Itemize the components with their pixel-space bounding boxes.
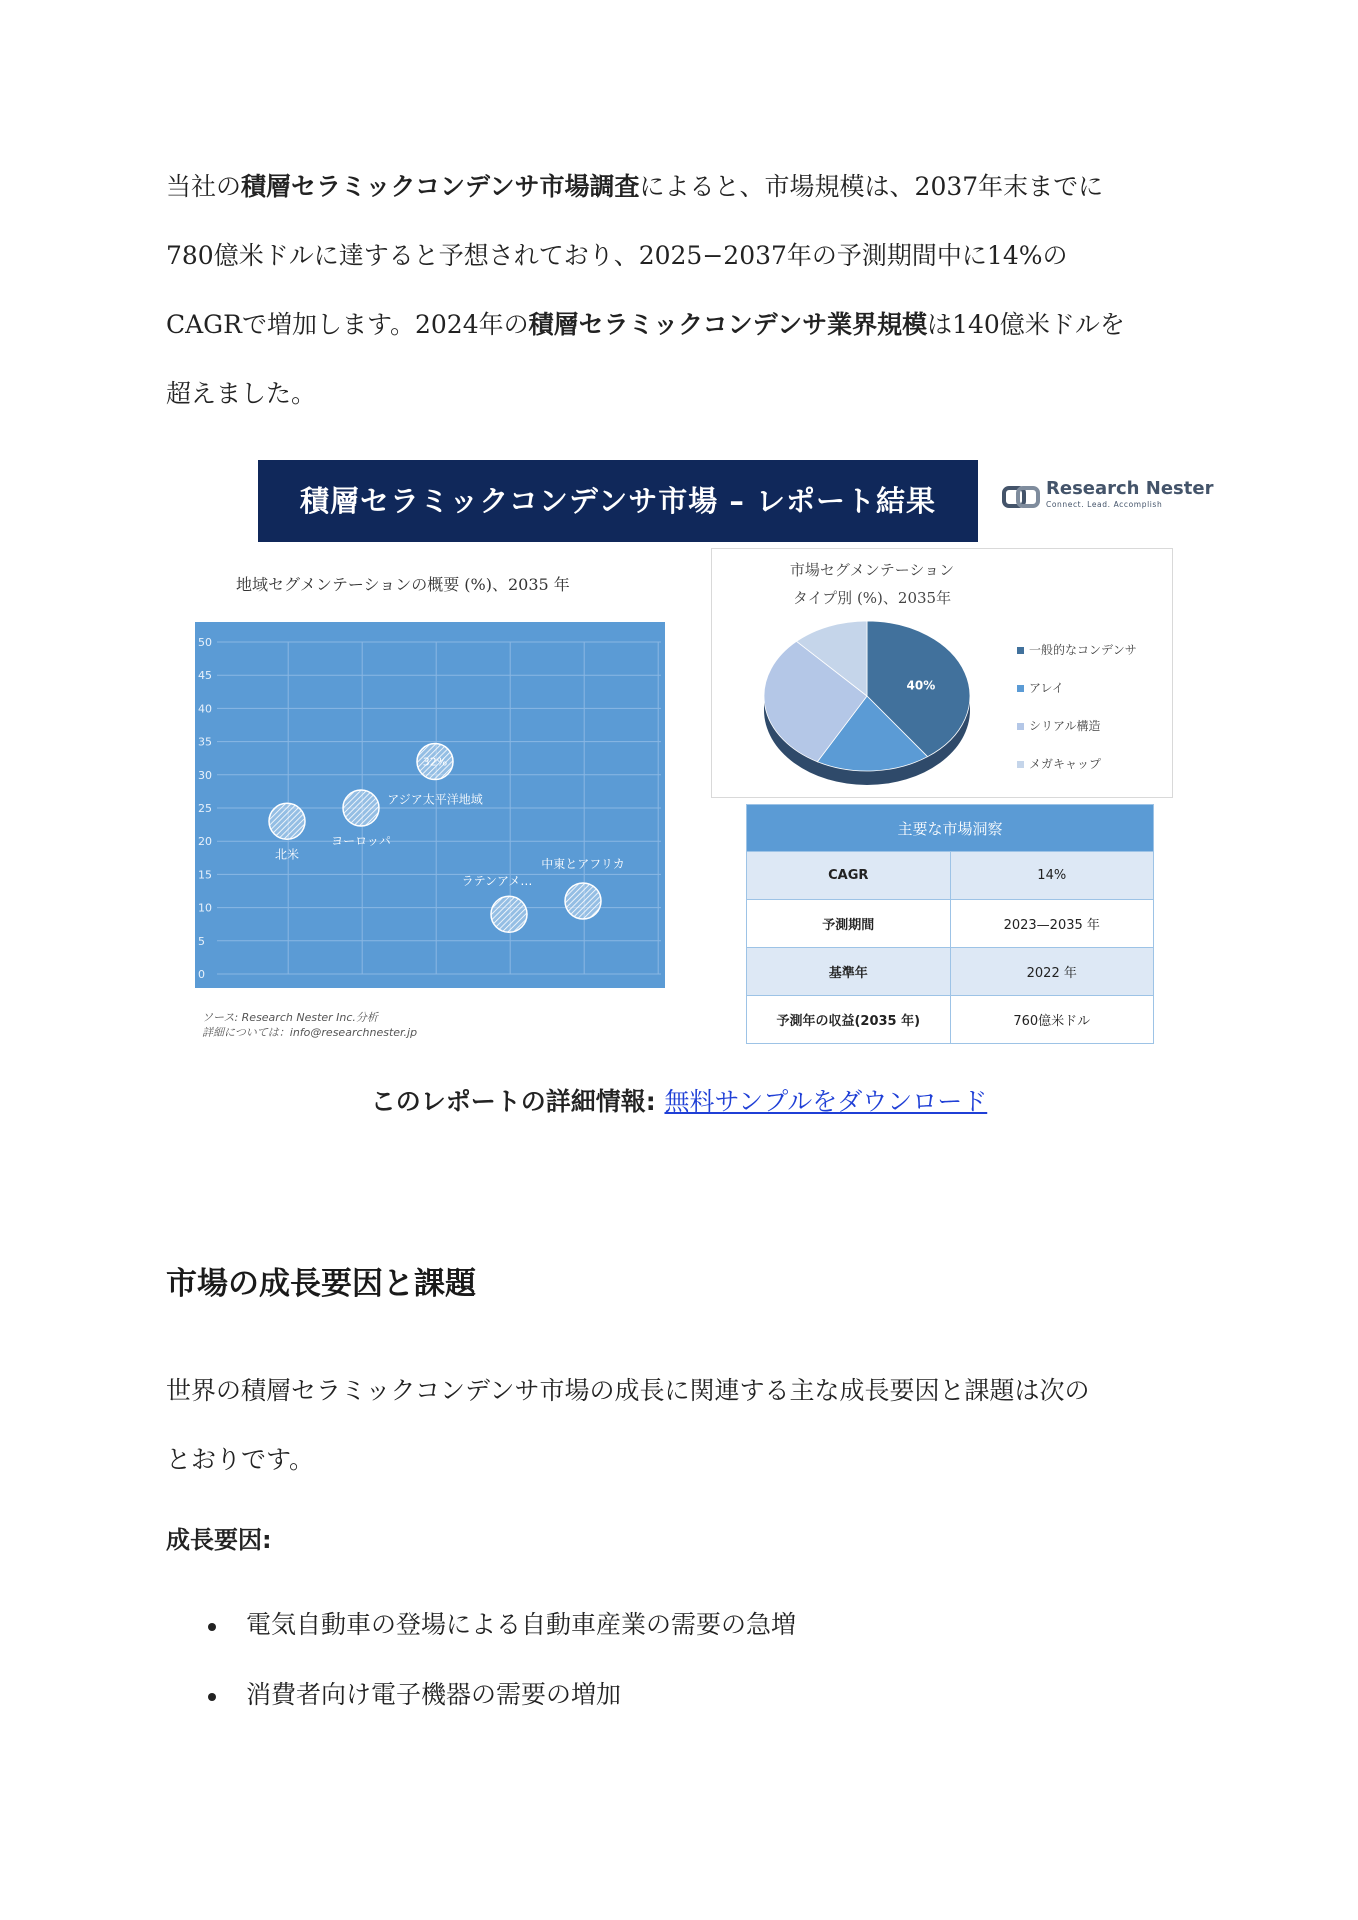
legend-item [1017,641,1137,658]
research-nester-logo [1002,478,1214,518]
legend-item [1017,717,1101,734]
y-tick-label: 40 [198,702,212,716]
legend-swatch [1017,723,1024,730]
row-label: 予測年の収益(2035 年) [747,996,951,1044]
bullet-dot [208,1693,216,1701]
pie-chart-subtitle: タイプ別 (%)、2035年 [792,589,952,607]
intro-line-4: 超えました。 [166,379,317,408]
legend-swatch [1017,761,1024,768]
pie-chart-title: 市場セグメンテーション [789,561,955,579]
row-value: 2022 年 [950,948,1154,996]
row-label: CAGR [747,852,951,900]
contact-line: 詳細については：info@researchnester.jp [202,1026,418,1039]
y-tick-label: 25 [198,802,212,815]
y-tick-label: 30 [198,768,212,782]
y-tick-label: 35 [198,735,212,749]
bubble-point [491,896,527,932]
bullet-item: 電気自動車の登場による自動車産業の需要の急増 [246,1610,797,1639]
legend-label: アレイ [1029,681,1064,695]
growth-factors-heading: 成長要因: [166,1526,272,1554]
y-tick-label: 20 [198,835,212,849]
report-info-label: このレポートの詳細情報: [370,1087,665,1116]
section-heading: 市場の成長要因と課題 [166,1266,476,1302]
bubble-label: 北米 [274,847,300,862]
bubble-chart-title: 地域セグメンテーションの概要 (%)、2035 年 [236,575,570,594]
logo-tagline: Connect. Lead. Accomplish [1046,500,1163,509]
y-tick-label: 50 [198,636,212,649]
bubble-label: ヨーロッパ [331,834,391,848]
key-insights-table [746,804,1154,1044]
type-segmentation-panel [711,548,1173,798]
bubble-point [269,803,305,839]
legend-swatch [1017,647,1024,654]
y-tick-label: 5 [198,934,205,948]
bullet-dot [208,1623,216,1631]
download-sample-link[interactable]: 無料サンプルをダウンロード [664,1087,988,1116]
row-label: 基準年 [747,948,951,996]
table-header: 主要な市場洞察 [747,805,1154,852]
source-line: ソース: Research Nester Inc.分析 [202,1011,378,1024]
y-tick-label: 0 [198,968,205,981]
bubble-point [343,790,379,826]
table-row [747,996,1154,1044]
y-tick-label: 45 [198,669,212,683]
row-value: 2023—2035 年 [950,900,1154,948]
legend-swatch [1017,685,1024,692]
table-row [747,900,1154,948]
logo-icon [1002,484,1042,512]
bullet-item: 消費者向け電子機器の需要の増加 [246,1680,622,1709]
source-note [202,1010,417,1040]
section-para-line-1: 世界の積層セラミックコンデンサ市場の成長に関連する主な成長要因と課題は次の [166,1376,1090,1405]
bubble-label: ラテンアメ… [461,874,533,889]
bubble-data-label: 32% [422,755,448,769]
bubble-point [565,883,601,919]
legend-item [1017,679,1064,696]
row-value: 14% [950,852,1154,900]
legend-label: メガキャップ [1029,757,1102,771]
legend-label: 一般的なコンデンサ [1029,643,1137,657]
intro-line-3: CAGRで増加します。2024年の積層セラミックコンデンサ業界規模は140億米ドルを [166,310,1125,339]
legend-item [1017,755,1101,772]
table-row [747,948,1154,996]
section-para-line-2: とおりです。 [166,1445,315,1474]
report-info-line [0,1082,1358,1122]
intro-line-1: 当社の積層セラミックコンデンサ市場調査によると、市場規模は、2037年末までに [166,172,1104,201]
pie-data-label: 40% [906,678,936,693]
row-value: 760億米ドル [950,996,1154,1044]
bubble-label: 中東とアフリカ [541,856,625,871]
infographic-banner: 積層セラミックコンデンサ市場 – レポート結果 [258,460,978,542]
table-row [747,852,1154,900]
logo-name: Research Nester [1046,478,1214,499]
intro-line-2: 780億米ドルに達すると予想されており、2025−2037年の予測期間中に14%の [166,241,1068,270]
bubble-label: アジア太平洋地域 [387,792,483,807]
type-pie-chart [757,611,997,801]
regional-bubble-chart [195,622,665,988]
y-tick-label: 15 [198,868,212,882]
row-label: 予測期間 [747,900,951,948]
y-tick-label: 10 [198,901,212,915]
legend-label: シリアル構造 [1029,719,1101,733]
